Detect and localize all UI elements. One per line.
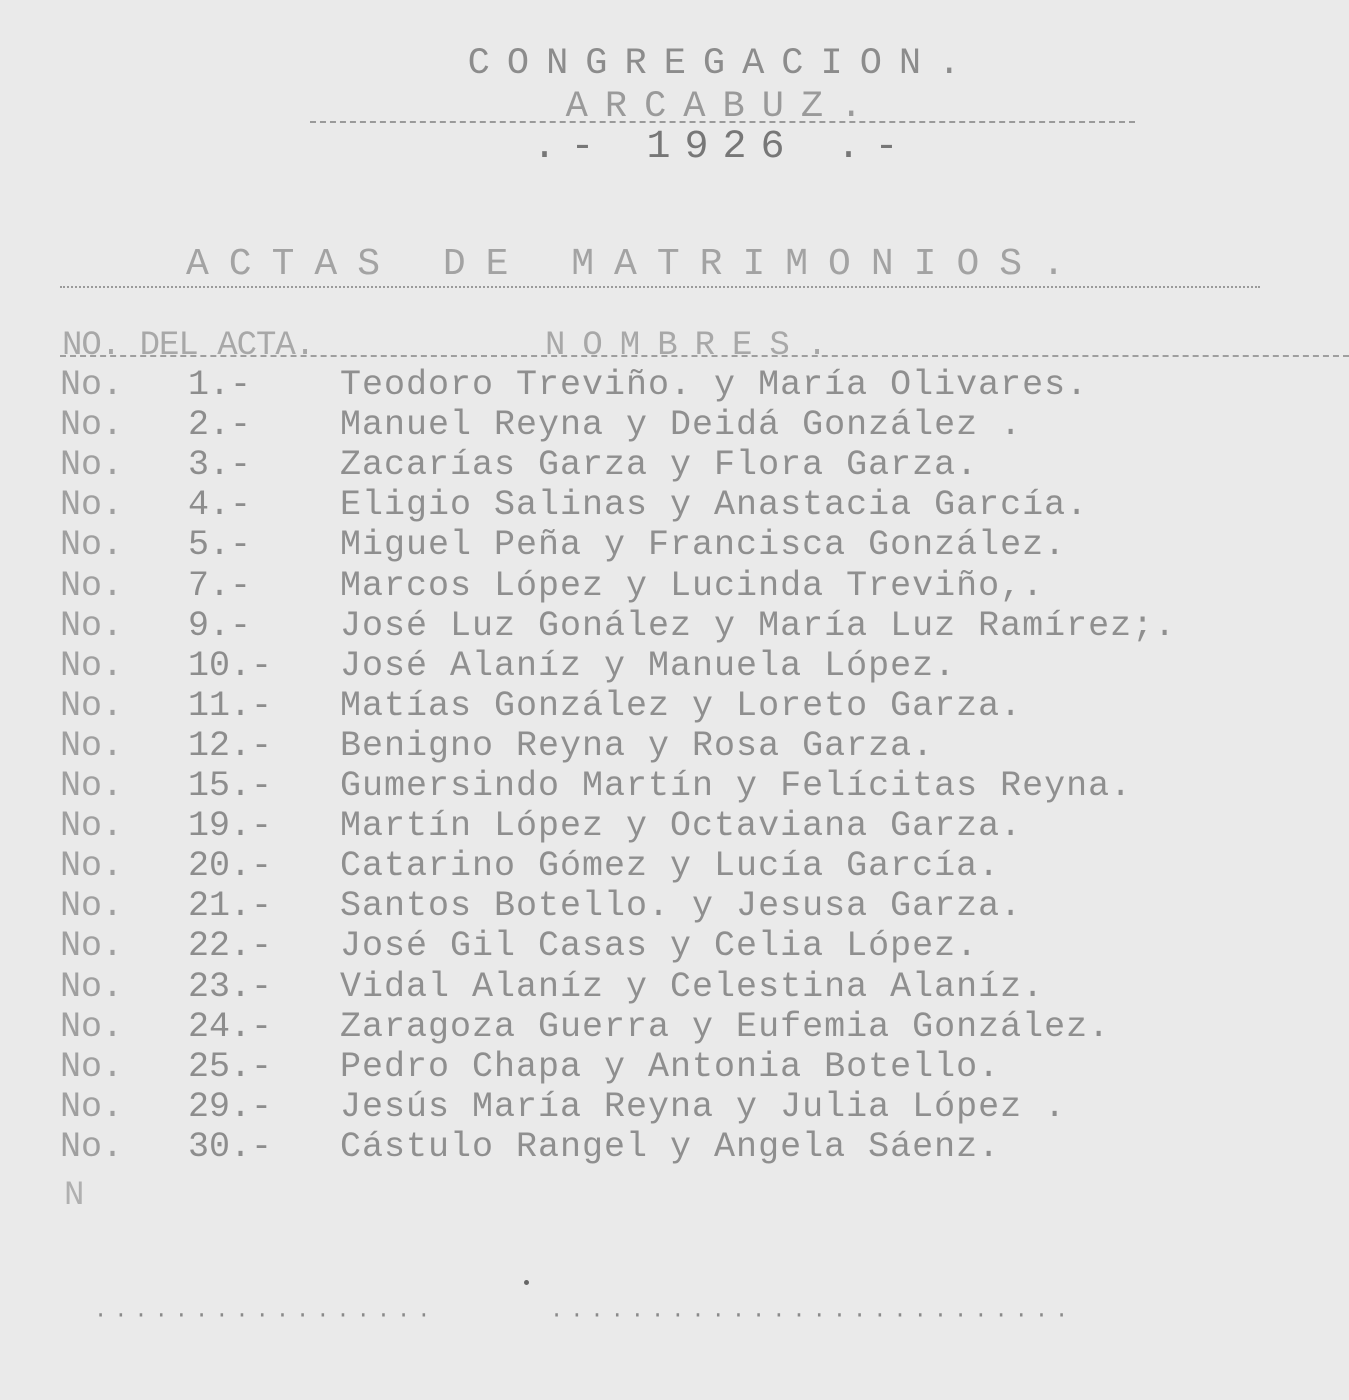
entry-number: 23.- [188, 967, 273, 1007]
entry-prefix: No. [60, 606, 124, 646]
year-heading: .- 1926 .- [532, 125, 913, 170]
entry-names: José Gil Casas y Celia López. [340, 926, 979, 966]
entry-prefix: No. [60, 806, 124, 846]
entry-names: Jesús María Reyna y Julia López . [340, 1087, 1067, 1127]
entry-row [60, 1007, 1340, 1047]
footer-dots-right: ·························· [550, 1303, 1076, 1328]
entry-names: Zacarías Garza y Flora Garza. [340, 445, 979, 485]
entry-prefix: No. [60, 766, 124, 806]
entry-number: 22.- [188, 926, 273, 966]
entry-names: Matías González y Loreto Garza. [340, 686, 1023, 726]
entry-row [60, 485, 1340, 525]
congregation-heading: CONGREGACION. [467, 43, 978, 85]
entry-row [60, 766, 1340, 806]
column-header-underline [60, 355, 1349, 357]
entry-row [60, 525, 1340, 565]
entry-row [60, 886, 1340, 926]
entry-names: Catarino Gómez y Lucía García. [340, 846, 1001, 886]
entry-row [60, 606, 1340, 646]
entry-names: Zaragoza Guerra y Eufemia González. [340, 1007, 1111, 1047]
entry-row [60, 926, 1340, 966]
entry-prefix: No. [60, 686, 124, 726]
entry-number: 29.- [188, 1087, 273, 1127]
section-title: ACTAS DE MATRIMONIOS. [186, 243, 1085, 286]
entry-names: Benigno Reyna y Rosa Garza. [340, 726, 935, 766]
entry-prefix: No. [60, 726, 124, 766]
entry-names: Eligio Salinas y Anastacia García. [340, 485, 1089, 525]
entry-names: Teodoro Treviño. y María Olivares. [340, 365, 1089, 405]
entry-number: 3.- [188, 445, 252, 485]
entry-row [60, 686, 1340, 726]
entry-row [60, 405, 1340, 445]
entry-prefix: No. [60, 1047, 124, 1087]
entry-prefix: No. [60, 1087, 124, 1127]
entry-names: Santos Botello. y Jesusa Garza. [340, 886, 1023, 926]
entry-names: Cástulo Rangel y Angela Sáenz. [340, 1127, 1001, 1167]
entry-names: Pedro Chapa y Antonia Botello. [340, 1047, 1001, 1087]
trailing-letter: N [64, 1177, 85, 1215]
entry-names: Manuel Reyna y Deidá González . [340, 405, 1023, 445]
entry-number: 10.- [188, 646, 273, 686]
entry-row [60, 1127, 1340, 1167]
place-heading: ARCABUZ. [565, 86, 880, 128]
entry-names: José Luz Gonález y María Luz Ramírez;. [340, 606, 1177, 646]
entry-prefix: No. [60, 445, 124, 485]
entry-number: 25.- [188, 1047, 273, 1087]
entry-row [60, 445, 1340, 485]
entry-number: 7.- [188, 566, 252, 606]
entry-row [60, 806, 1340, 846]
entry-row [60, 1047, 1340, 1087]
entry-names: Marcos López y Lucinda Treviño,. [340, 566, 1045, 606]
entry-names: Miguel Peña y Francisca González. [340, 525, 1067, 565]
entry-names: José Alaníz y Manuela López. [340, 646, 957, 686]
column-header-names: NOMBRES. [545, 327, 845, 365]
entry-names: Gumersindo Martín y Felícitas Reyna. [340, 766, 1133, 806]
entry-number: 30.- [188, 1127, 273, 1167]
entry-prefix: No. [60, 926, 124, 966]
entry-prefix: No. [60, 525, 124, 565]
entry-number: 9.- [188, 606, 252, 646]
entry-number: 21.- [188, 886, 273, 926]
entry-prefix: No. [60, 886, 124, 926]
entry-number: 20.- [188, 846, 273, 886]
entry-prefix: No. [60, 967, 124, 1007]
entry-prefix: No. [60, 846, 124, 886]
entry-number: 12.- [188, 726, 273, 766]
entry-row [60, 365, 1340, 405]
entry-number: 19.- [188, 806, 273, 846]
entry-number: 5.- [188, 525, 252, 565]
column-header-number: NO. DEL ACTA. [62, 327, 315, 365]
entry-prefix: No. [60, 405, 124, 445]
entry-number: 2.- [188, 405, 252, 445]
entry-number: 15.- [188, 766, 273, 806]
entry-prefix: No. [60, 1007, 124, 1047]
entry-row [60, 1087, 1340, 1127]
entry-row [60, 967, 1340, 1007]
entry-row [60, 566, 1340, 606]
entry-prefix: No. [60, 485, 124, 525]
entry-number: 4.- [188, 485, 252, 525]
footer-dots-left: ················· [94, 1303, 438, 1328]
entry-row [60, 846, 1340, 886]
section-underline [60, 286, 1260, 288]
entry-number: 11.- [188, 686, 273, 726]
entry-names: Vidal Alaníz y Celestina Alaníz. [340, 967, 1045, 1007]
entry-number: 1.- [188, 365, 252, 405]
entry-prefix: No. [60, 1127, 124, 1167]
entry-prefix: No. [60, 646, 124, 686]
stray-dot [524, 1280, 529, 1285]
entry-prefix: No. [60, 365, 124, 405]
entry-row [60, 726, 1340, 766]
entry-row [60, 646, 1340, 686]
entry-prefix: No. [60, 566, 124, 606]
entry-number: 24.- [188, 1007, 273, 1047]
entry-names: Martín López y Octaviana Garza. [340, 806, 1023, 846]
